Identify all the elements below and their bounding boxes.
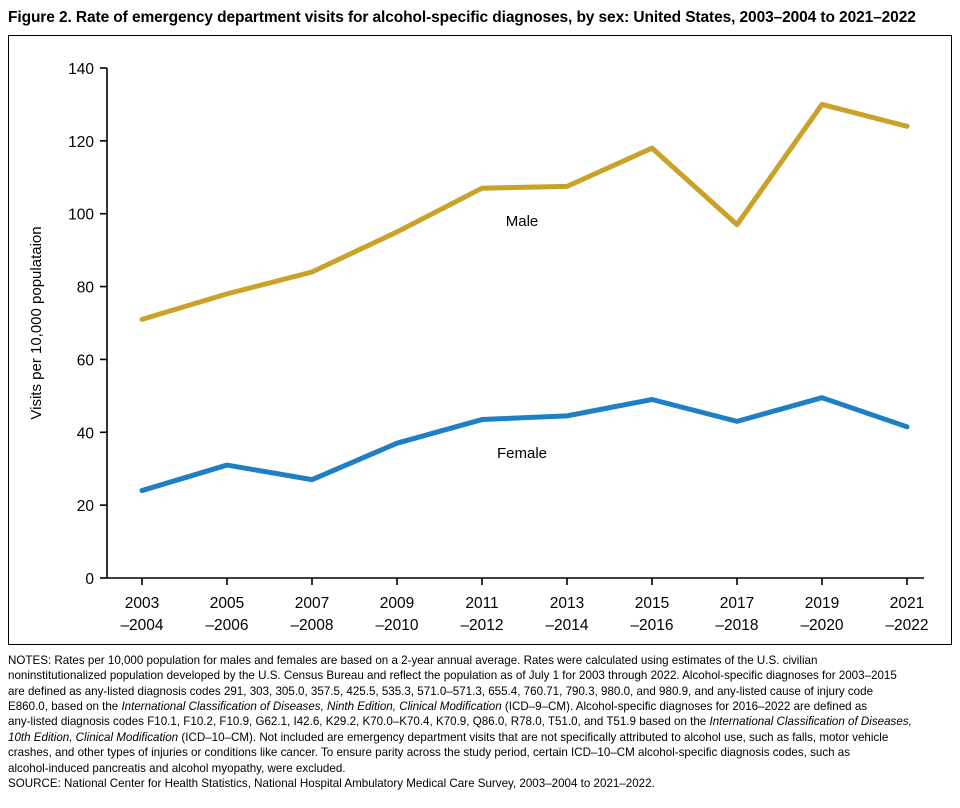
notes-line-8: alcohol-induced pancreatis and alcohol myopathy, were excluded. bbox=[8, 761, 346, 775]
notes-italic: International Classification of Diseases, Ninth Edition, Clinical Modification bbox=[121, 700, 502, 714]
series-line-male bbox=[142, 104, 907, 319]
x-tick-label-year: 2007 bbox=[294, 594, 330, 612]
y-tick-label: 140 bbox=[68, 60, 94, 78]
x-tick-label-year2: –2014 bbox=[545, 616, 589, 634]
x-axis-labels bbox=[120, 595, 928, 634]
y-tick-label: 0 bbox=[85, 570, 94, 588]
x-tick-label-year2: –2008 bbox=[290, 616, 334, 634]
notes-line-1 bbox=[8, 653, 952, 668]
x-tick-label-year: 2015 bbox=[634, 594, 670, 612]
x-tick-label-year2: –2004 bbox=[120, 616, 164, 634]
series-label-female: Female bbox=[496, 444, 548, 462]
notes-italic: 10th Edition, Clinical Modification bbox=[8, 730, 179, 744]
notes-line-5 bbox=[8, 714, 952, 729]
x-tick-label-year: 2017 bbox=[719, 594, 755, 612]
notes-text: (ICD–9–CM). Alcohol-specific diagnoses for 2016–2022 are defined as bbox=[501, 700, 868, 714]
y-tick-label: 40 bbox=[76, 425, 94, 443]
x-tick-label-year2: –2012 bbox=[460, 616, 504, 634]
x-tick-label-year2: –2010 bbox=[375, 616, 419, 634]
notes-line-3: are defined as any-listed diagnosis codes 291, 303, 305.0, 357.5, 425.5, 535.3, 571.0–571.3, 655.4, 760.71, 790.3, 980.0, and 980.9, and any-listed cause of injury code bbox=[8, 684, 874, 698]
x-axis-ticks bbox=[142, 578, 907, 585]
y-tick-label: 20 bbox=[76, 497, 94, 515]
y-axis-ticks bbox=[68, 61, 107, 588]
page-title: Figure 2. Rate of emergency department visits for alcohol-specific diagnoses, by sex: United States, 2003–2004 to 2021–2022 bbox=[8, 9, 916, 26]
x-tick-label-year: 2005 bbox=[209, 594, 245, 612]
notes-line-6 bbox=[8, 730, 952, 745]
notes-line-7: crashes, and other types of injuries or conditions like cancer. To ensure parity across the study period, certain ICD–10–CM alcohol-specific diagnosis codes, such as bbox=[8, 746, 851, 760]
x-tick-label-year2: –2006 bbox=[205, 616, 249, 634]
x-tick-label-year: 2011 bbox=[465, 594, 499, 612]
x-tick-label-year: 2013 bbox=[549, 594, 585, 612]
y-axis-title: Visits per 10,000 populataion bbox=[28, 226, 45, 420]
x-tick-label-year: 2021 bbox=[889, 594, 925, 612]
notes-text: E860.0, based on the bbox=[8, 700, 122, 714]
line-chart bbox=[9, 36, 951, 644]
notes-line-2: noninstitutionalized population developed by the U.S. Census Bureau and reflect the population as of July 1 for 2003 through 2022. Alcohol-specific diagnoses for 2003–2015 bbox=[8, 669, 897, 683]
x-tick-label-year: 2019 bbox=[804, 594, 840, 612]
y-tick-label: 80 bbox=[76, 279, 94, 297]
notes-source: SOURCE: National Center for Health Statistics, National Hospital Ambulatory Medical Care Survey, 2003–2004 to 2021–2022. bbox=[8, 777, 655, 791]
x-tick-label-year2: –2016 bbox=[630, 616, 674, 634]
chart-frame bbox=[8, 35, 952, 645]
y-tick-label: 100 bbox=[68, 206, 94, 224]
x-tick-label-year: 2003 bbox=[124, 594, 160, 612]
x-tick-label-year2: –2020 bbox=[800, 616, 844, 634]
x-tick-label-year2: –2018 bbox=[715, 616, 759, 634]
x-tick-label-year2: –2022 bbox=[885, 616, 929, 634]
notes-text: NOTES: Rates per 10,000 population for males and females are based on a 2-year annual average. Rates were calculated using estimates of the U.S. civilian bbox=[8, 653, 818, 667]
notes-line-4 bbox=[8, 699, 952, 714]
notes-text: any-listed diagnosis codes F10.1, F10.2, F10.9, G62.1, I42.6, K29.2, K70.0–K70.4, K70.9, Q86.0, R78.0, T51.0, and T51.9 based on the bbox=[8, 715, 710, 729]
chart-notes bbox=[8, 653, 952, 792]
series-label-male: Male bbox=[505, 212, 539, 230]
notes-text: (ICD–10–CM). Not included are emergency department visits that are not specifically attributed to alcohol use, such as falls, motor vehicle bbox=[178, 730, 889, 744]
y-tick-label: 60 bbox=[76, 352, 94, 370]
y-tick-label: 120 bbox=[68, 133, 94, 151]
x-tick-label-year: 2009 bbox=[379, 594, 415, 612]
notes-italic: International Classification of Diseases, bbox=[709, 715, 912, 729]
